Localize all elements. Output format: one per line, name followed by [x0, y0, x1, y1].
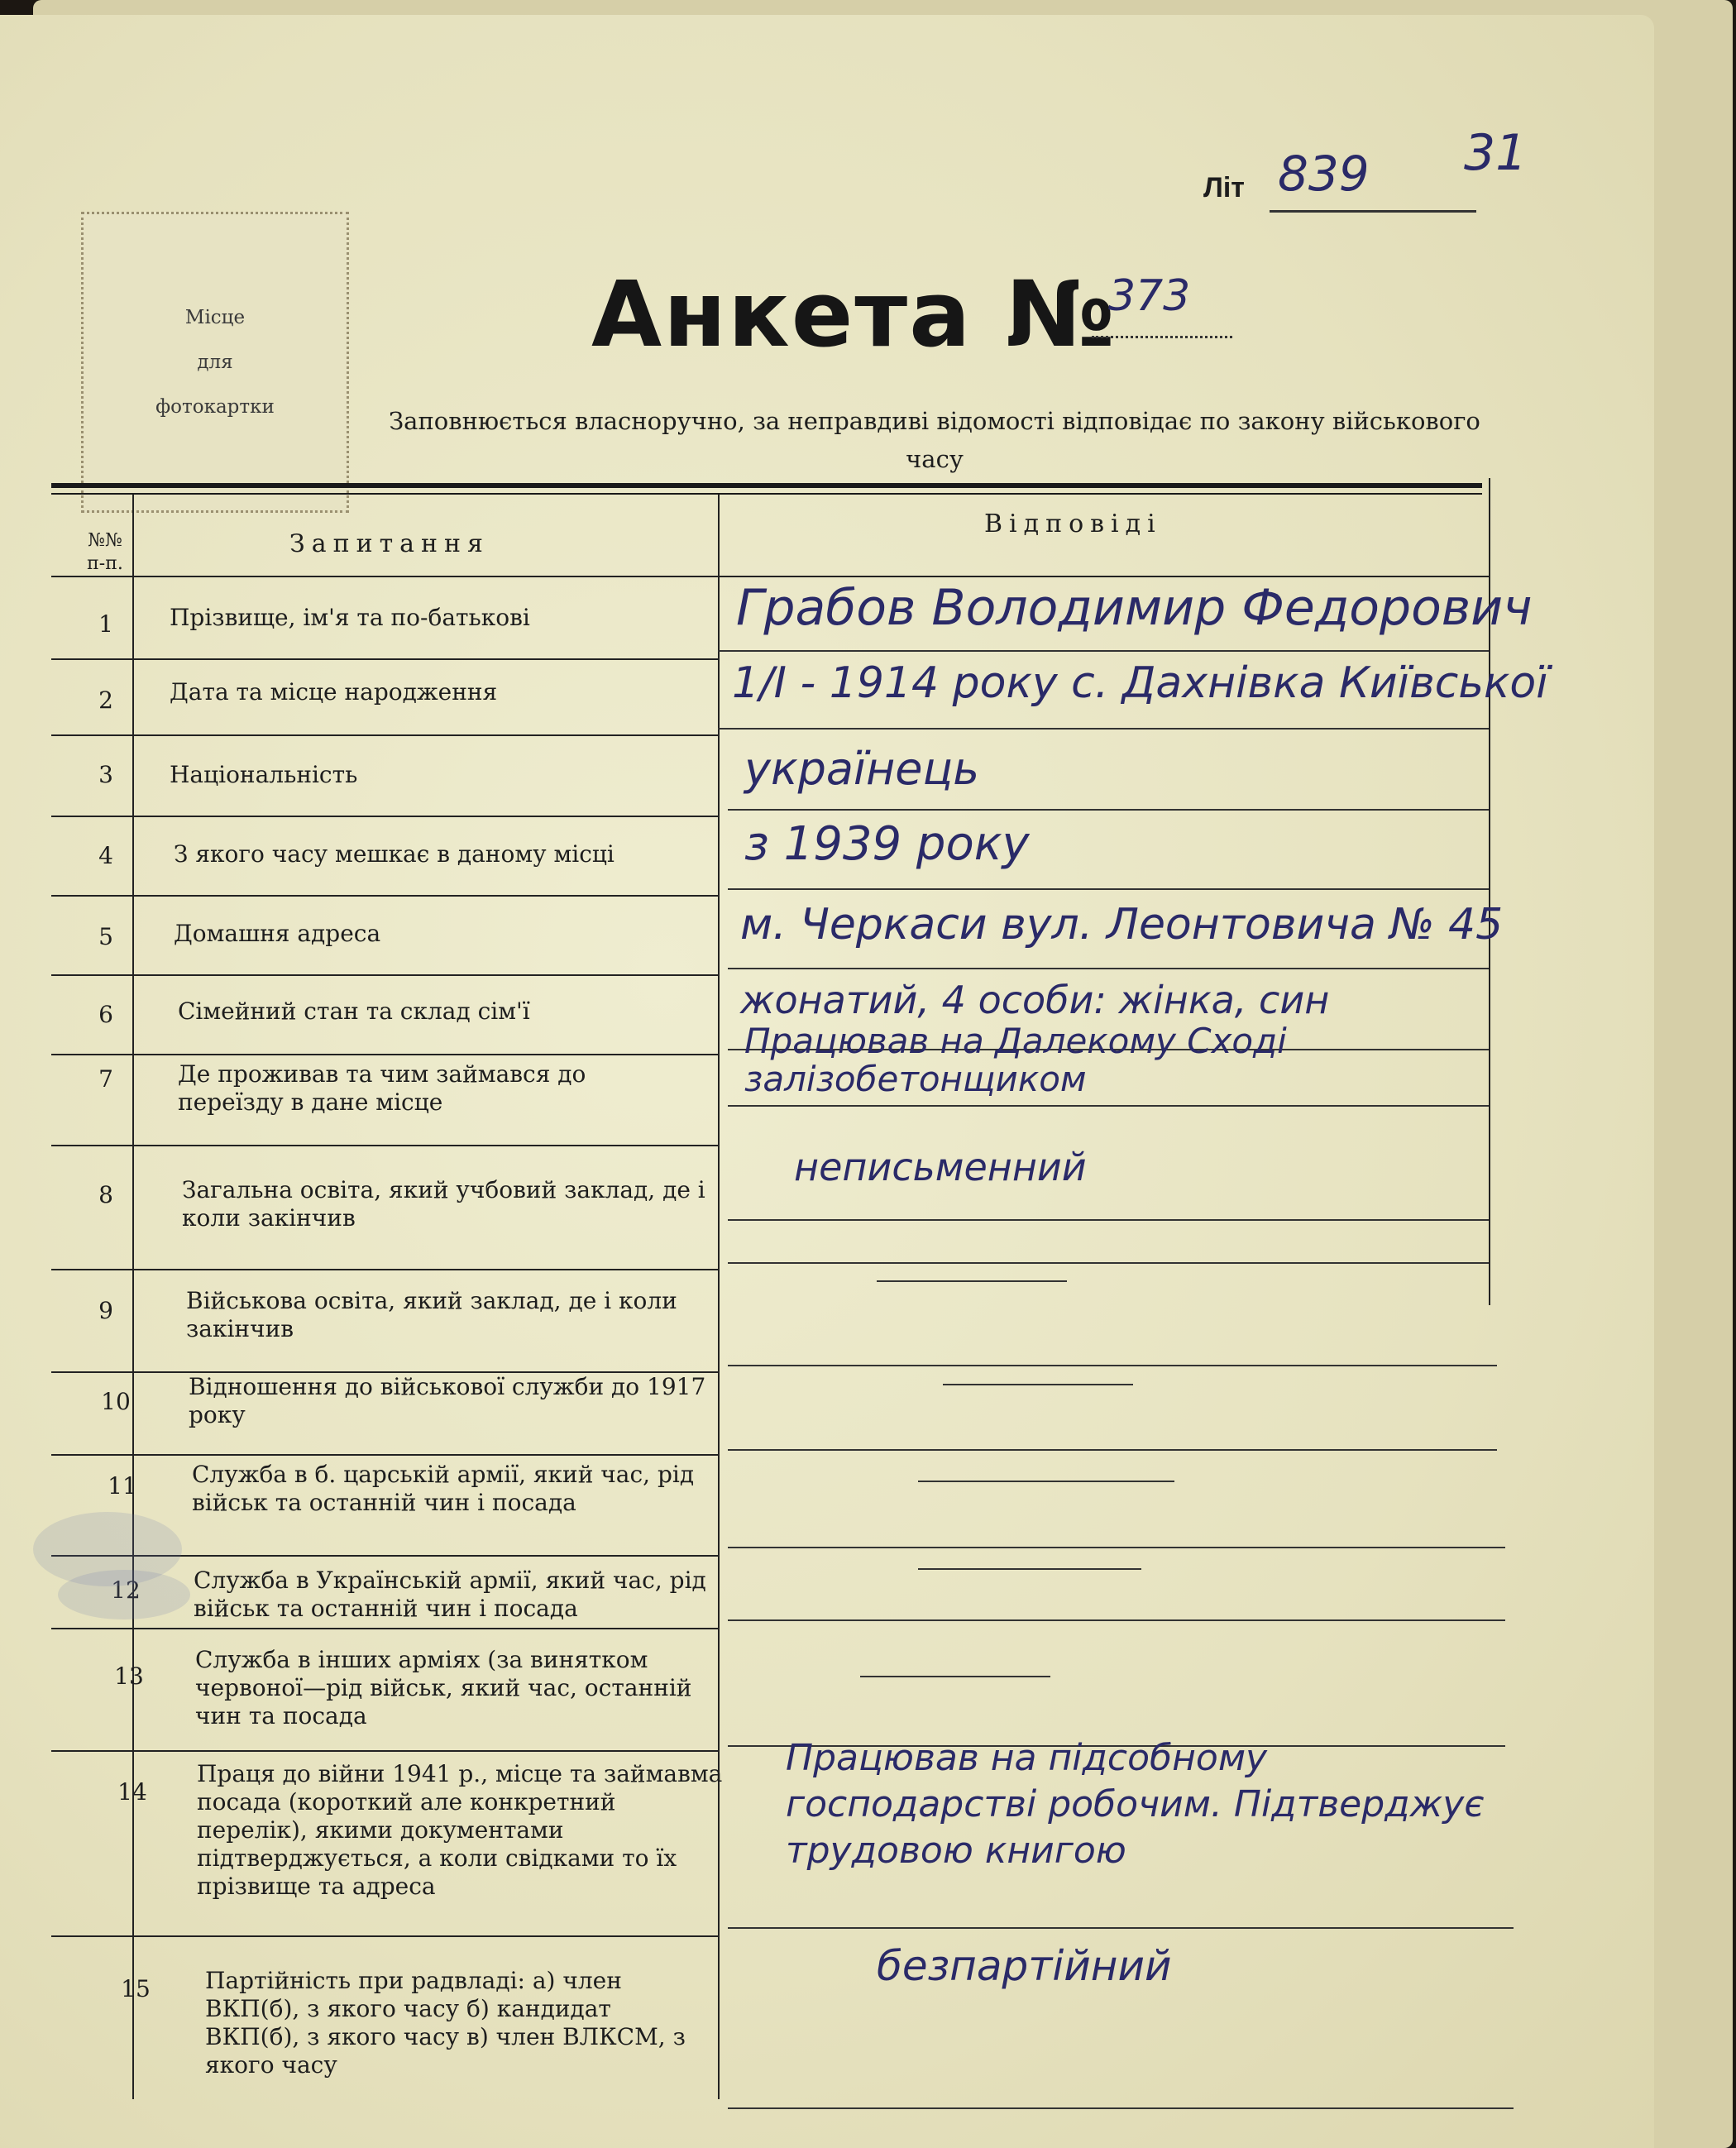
- row-separator: [51, 1935, 718, 1937]
- row-separator: [51, 1750, 718, 1752]
- row-number: 1: [98, 610, 113, 638]
- header-bottom-rule: [51, 576, 1489, 577]
- header-rule-thin: [51, 493, 1482, 495]
- photo-label-line3: фотокартки: [155, 396, 275, 418]
- answer-line: [728, 1105, 1489, 1107]
- row-separator: [51, 734, 718, 736]
- lit-extra: 31: [1464, 124, 1528, 182]
- question-text: Служба в б. царській армії, який час, рід військ та останній чин і посада: [192, 1461, 695, 1516]
- answer-text: неписьменний: [794, 1145, 1087, 1189]
- row-number: 9: [98, 1297, 113, 1324]
- answer-line: [728, 809, 1489, 811]
- answer-dash: [918, 1481, 1174, 1482]
- question-text: Дата та місце народження: [170, 678, 498, 706]
- answer-text: 1/I - 1914 року с. Дахнівка Київської: [732, 658, 1548, 708]
- row-number: 14: [117, 1778, 147, 1806]
- row-number: 3: [98, 761, 113, 788]
- form-number: 373: [1108, 271, 1191, 321]
- header-number: №№ п-п.: [87, 530, 123, 574]
- ink-smudge: [58, 1570, 190, 1619]
- row-separator: [51, 1269, 718, 1270]
- answer-text: Працював на Далекому Сході залізобетонщиком: [744, 1021, 1287, 1099]
- question-text: З якого часу мешкає в даному місці: [174, 840, 615, 868]
- question-text: Військова освіта, який заклад, де і коли закінчив: [186, 1287, 677, 1342]
- row-separator: [51, 1628, 718, 1629]
- row-number: 6: [98, 1001, 113, 1028]
- row-separator: [51, 1145, 718, 1146]
- row-separator: [51, 1454, 718, 1456]
- row-number: 10: [101, 1388, 131, 1415]
- answer-dash: [943, 1384, 1133, 1385]
- answer-dash: [877, 1280, 1067, 1282]
- answer-line: [728, 1262, 1489, 1264]
- row-separator: [51, 1054, 718, 1055]
- row-number: 11: [108, 1472, 137, 1500]
- question-text: Національність: [170, 761, 358, 788]
- photo-placeholder: [81, 212, 349, 513]
- question-text: Прізвище, ім'я та по-батькові: [170, 604, 530, 631]
- row-number: 13: [114, 1662, 144, 1690]
- answer-text: з 1939 року: [744, 817, 1030, 871]
- question-text: Служба в Українській армії, який час, рід військ та останній чин і посада: [194, 1567, 706, 1622]
- header-rule: [51, 483, 1482, 488]
- row-number: 2: [98, 686, 113, 714]
- lit-underline: [1270, 210, 1476, 213]
- row-separator: [51, 895, 718, 897]
- answer-text: українець: [744, 743, 980, 795]
- form-title: Анкета №: [591, 261, 1117, 367]
- row-separator: [51, 816, 718, 817]
- question-text: Де проживав та чим займався до переїзду в дане місце: [178, 1060, 586, 1116]
- answer-text: Працював на підсобному господарстві робочим. Підтверджує трудовою книгою: [786, 1737, 1485, 1872]
- row-number: 15: [121, 1975, 151, 2002]
- answer-line: [718, 650, 1489, 652]
- answer-line: [728, 1449, 1497, 1451]
- question-text: Служба в інших арміях (за винятком червоної—рід військ, який час, останній чин та посада: [195, 1646, 692, 1729]
- answer-text: Грабов Володимир Федорович: [736, 579, 1533, 637]
- row-number: 5: [98, 923, 113, 950]
- header-question: Запитання: [289, 529, 490, 558]
- answer-line: [728, 1927, 1514, 1929]
- answer-line: [728, 1219, 1489, 1221]
- photo-label-line2: для: [197, 352, 233, 373]
- row-number: 7: [98, 1065, 113, 1093]
- answer-dash: [860, 1676, 1050, 1677]
- answer-line: [728, 1619, 1505, 1621]
- answer-line: [728, 968, 1489, 969]
- question-text: Домашня адреса: [174, 920, 381, 947]
- lit-value: 839: [1278, 146, 1370, 202]
- row-number: 4: [98, 842, 113, 869]
- answer-text: жонатий, 4 особи: жінка, син: [740, 978, 1330, 1022]
- answer-line: [728, 1547, 1505, 1548]
- row-number: 8: [98, 1181, 113, 1208]
- row-separator: [51, 974, 718, 976]
- answer-line: [718, 728, 1489, 730]
- answer-text: м. Черкаси вул. Леонтовича № 45: [740, 900, 1504, 950]
- header-answer: Відповіді: [984, 509, 1162, 538]
- row-separator: [51, 658, 718, 660]
- answer-dash: [918, 1568, 1141, 1570]
- questionnaire-sheet: [0, 15, 1654, 2148]
- lit-label: Літ: [1203, 172, 1245, 203]
- answer-text: безпартійний: [877, 1942, 1172, 1990]
- answer-line: [728, 2107, 1514, 2109]
- question-text: Загальна освіта, який учбовий заклад, де і коли закінчив: [182, 1176, 705, 1232]
- answer-line: [728, 888, 1489, 890]
- row-number: 12: [111, 1576, 141, 1604]
- question-text: Праця до війни 1941 р., місце та займавма посада (короткий але конкретний перелік), якими документами підтверджується, а коли свідками то їх прізвище та адреса: [197, 1760, 723, 1900]
- form-number-underline: [1092, 336, 1232, 338]
- question-text: Відношення до військової служби до 1917 року: [189, 1373, 706, 1428]
- question-text: Сімейний стан та склад сім'ї: [178, 997, 530, 1025]
- question-text: Партійність при радвладі: а) член ВКП(б), з якого часу б) кандидат ВКП(б), з якого часу в) член ВЛКСМ, з якого часу: [205, 1967, 686, 2079]
- instruction-text: Заповнюється власноручно, за неправдиві відомості відповідає по закону військового часу: [389, 407, 1480, 473]
- photo-label-line1: Місце: [184, 307, 246, 328]
- answer-line: [728, 1365, 1497, 1366]
